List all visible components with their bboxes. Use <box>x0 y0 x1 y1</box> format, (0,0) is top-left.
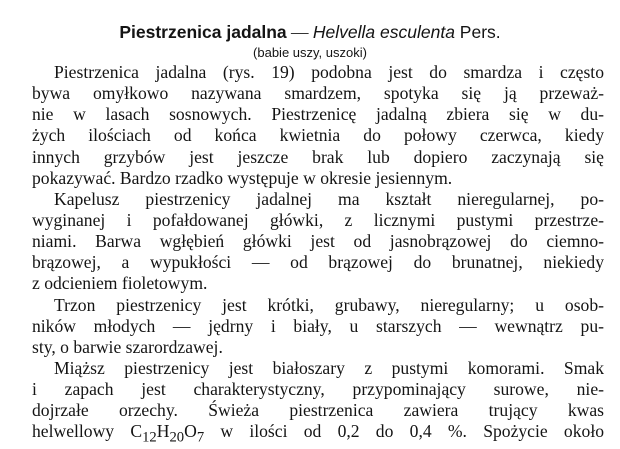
text-line: bywa omyłkowo nazywana smardzem, spotyka się ją przeważ- <box>32 83 604 104</box>
paragraph-stem <box>32 295 604 358</box>
text-line: żych ilościach od końca kwietnia do połowy czerwca, kiedy <box>32 125 604 146</box>
text-line: ników młodych — jędrny i biały, u starszych — wewnątrz pu- <box>32 315 604 336</box>
text-line: pokazywać. Bardzo rzadko występuje w okresie jesiennym. <box>32 167 453 188</box>
article-body <box>32 62 605 446</box>
text-line: Miąższ piestrzenicy jest białoszary z pustymi komorami. Smak <box>54 357 604 378</box>
article-title <box>0 22 620 42</box>
text-line: dojrzałe orzechy. Świeża piestrzenica zawiera trujący kwas <box>32 400 604 421</box>
text-line: i zapach jest charakterystyczny, przypominający surowe, nie- <box>32 379 604 400</box>
chem-text-hydrogen: H <box>156 421 170 442</box>
text-line: sty, o barwie szarordzawej. <box>32 336 223 357</box>
title-dash: — <box>286 22 313 42</box>
text-line: Piestrzenica jadalna (rys. 19) podobna jest do smardza i często <box>54 62 604 82</box>
article-subtitle: (babie uszy, uszoki) <box>253 45 367 60</box>
species-common-name: Piestrzenica jadalna <box>119 22 287 42</box>
chem-text-oxygen: O <box>184 421 197 442</box>
chem-text-after: w ilości od 0,2 do 0,4 %. Spożycie około <box>204 421 605 442</box>
text-line: niami. Barwa wgłębień główki jest od jasnobrązowej do ciemno- <box>32 231 604 252</box>
text-line: wyginanej i pofałdowanej główki, z licznymi pustymi przestrze- <box>32 209 604 230</box>
chem-subscript-hydrogen: 20 <box>169 429 185 446</box>
text-line: brązowej, a wypukłości — od brązowej do brunatnej, niekiedy <box>32 252 604 273</box>
chem-text-before: helwellowy C <box>32 421 143 442</box>
text-line-chemical-formula <box>32 421 605 446</box>
text-line: nie w lasach sosnowych. Piestrzenicę jadalną zbiera się w du- <box>32 104 604 125</box>
species-author: Pers. <box>454 22 501 42</box>
chem-subscript-oxygen: 7 <box>196 429 205 446</box>
paragraph-cap <box>32 189 604 295</box>
text-line: innych grzybów jest jeszcze brak lub dopiero zaczynają się <box>32 146 604 167</box>
text-line: Kapelusz piestrzenicy jadalnej ma kształt nieregularnej, po- <box>54 188 604 209</box>
text-line: Trzon piestrzenicy jest krótki, grubawy, nieregularny; u osob- <box>54 294 604 315</box>
paragraph-intro <box>32 62 604 189</box>
species-latin-name: Helvella esculenta <box>312 22 455 42</box>
text-line: z odcieniem fioletowym. <box>32 273 208 294</box>
chem-subscript-carbon: 12 <box>142 429 157 446</box>
